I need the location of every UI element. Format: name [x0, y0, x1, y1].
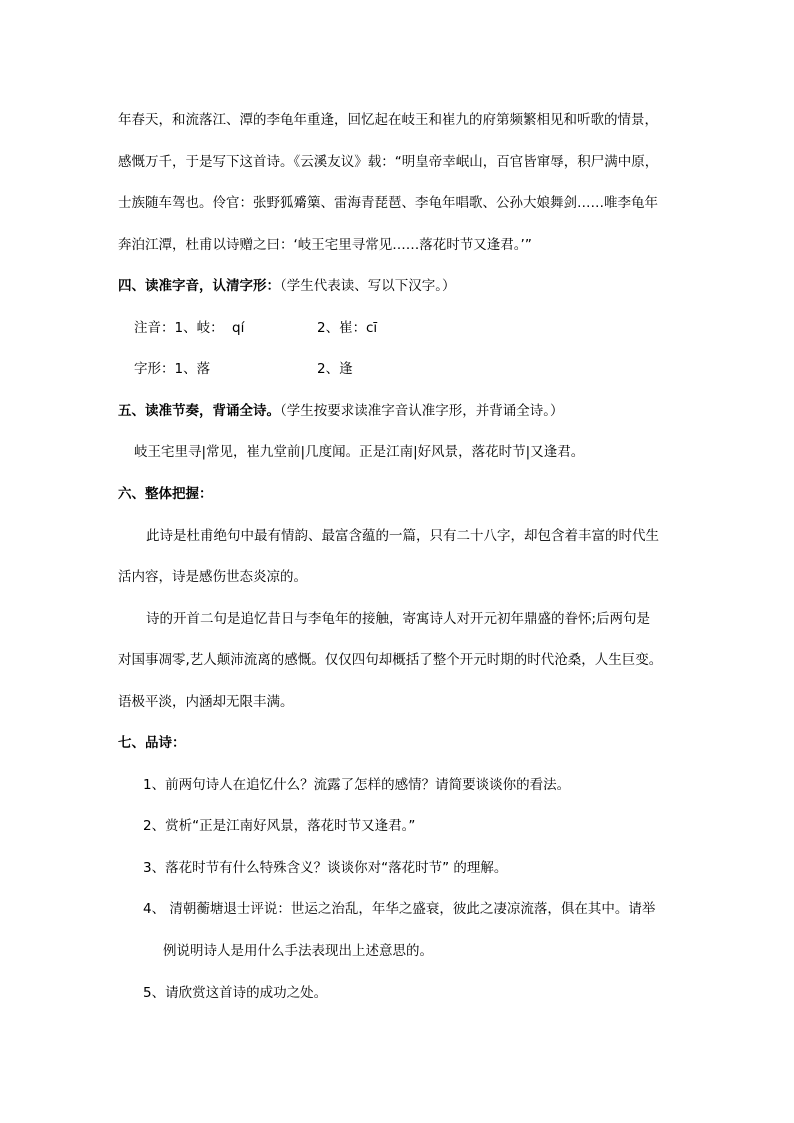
question-5: 5、请欣赏这首诗的成功之处。: [143, 985, 328, 1001]
section4-row: [118, 277, 456, 295]
section4-heading: 四、读准字音，认清字形：: [118, 278, 280, 294]
glyph-2: 2、逢: [317, 361, 353, 377]
section6-p2-line-3: 语极平淡，内涵却无限丰满。: [118, 694, 294, 710]
question-4-line-1: 4、 清朝蘅塘退士评说：世运之治乱，年华之盛衰，彼此之凄凉流落，俱在其中。请举: [143, 901, 656, 917]
question-1: 1、前两句诗人在追忆什么？流露了怎样的感情？请简要谈谈你的看法。: [143, 777, 571, 793]
intro-line-2: 感慨万千，于是写下这首诗。《云溪友议》载：“明皇帝幸岷山，百官皆窜辱，积尸满中原，: [118, 154, 659, 170]
pinyin-2: cī: [366, 320, 378, 336]
intro-line-1: 年春天，和流落江、潭的李龟年重逢，回忆起在岐王和崔九的府第频繁相见和听歌的情景，: [118, 112, 658, 128]
section5-heading: 五、读准节奏，背诵全诗。: [118, 403, 280, 419]
section7-heading: 七、品诗：: [118, 735, 186, 751]
section6-p2-line-2: 对国事凋零,艺人颠沛流离的感慨。仅仅四句却概括了整个开元时期的时代沧桑，人生巨变。: [118, 652, 663, 668]
question-2: 2、赏析“正是江南好风景，落花时节又逢君。”: [143, 818, 416, 834]
pinyin-1: qí: [232, 320, 245, 336]
intro-line-4: 奔泊江潭，杜甫以诗赠之曰：‘岐王宅里寻常见……落花时节又逢君。’”: [118, 237, 532, 253]
intro-line-3: 士族随车驾也。伶官：张野狐觱篥、雷海青琵琶、李龟年唱歌、公孙大娘舞剑……唯李龟年: [118, 195, 658, 211]
section6-p1-line-2: 活内容，诗是感伤世态炎凉的。: [118, 569, 307, 585]
glyph-label: 字形：1、落: [134, 361, 211, 377]
question-3: 3、落花时节有什么特殊含义？谈谈你对“落花时节” 的理解。: [143, 860, 508, 876]
pinyin-label: 注音：1、岐：: [134, 320, 224, 336]
pinyin-2-label: 2、崔：: [317, 320, 367, 336]
section6-p2-line-1: 诗的开首二句是追忆昔日与李龟年的接触，寄寓诗人对开元初年鼎盛的眷怀;后两句是: [146, 611, 651, 627]
section4-note: （学生代表读、写以下汉字。）: [280, 278, 456, 294]
question-4-line-2: 例说明诗人是用什么手法表现出上述意思的。: [163, 943, 433, 959]
section6-p1-line-1: 此诗是杜甫绝句中最有情韵、最富含蕴的一篇，只有二十八字，却包含着丰富的时代生: [146, 528, 659, 544]
section5-row: [118, 402, 564, 420]
section6-heading: 六、整体把握：: [118, 486, 213, 502]
section5-note: （学生按要求读准字音认准字形，并背诵全诗。）: [280, 403, 564, 419]
poem-text: 岐王宅里寻|常见，崔九堂前|几度闻。正是江南|好风景，落花时节|又逢君。: [134, 444, 585, 460]
